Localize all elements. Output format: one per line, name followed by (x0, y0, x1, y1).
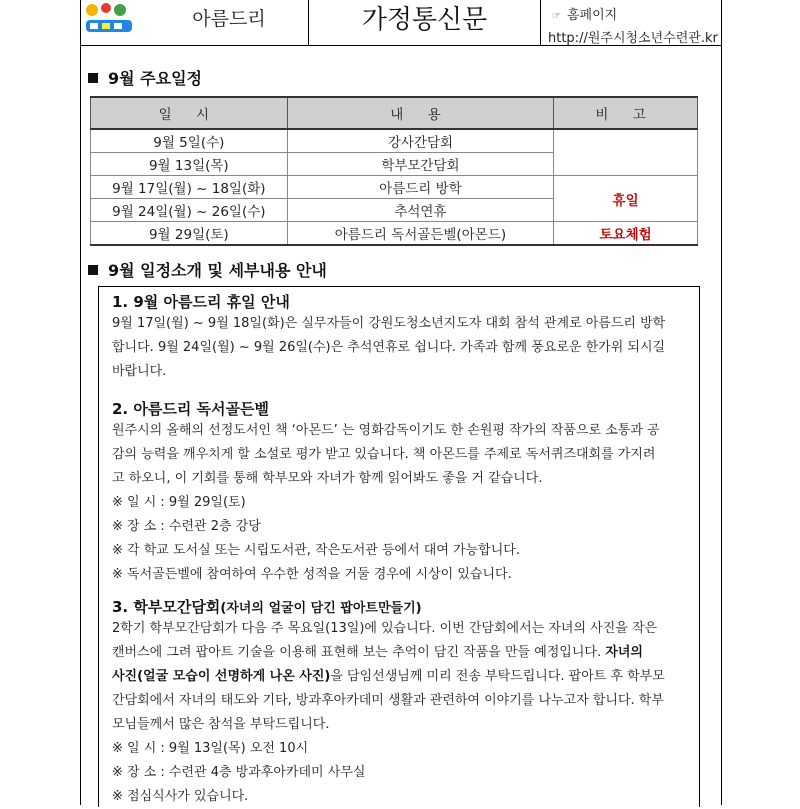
body-line: 캔버스에 그려 팝아트 기술을 이용해 표현해 보는 추억이 담긴 작품을 만들 예정입니다. 자녀의 (112, 645, 643, 660)
body-line: 모님들께서 많은 참석을 부탁드립니다. (112, 717, 330, 732)
column-header-content: 내 용 (287, 97, 554, 129)
homepage-label-row (552, 4, 617, 23)
column-header-datetime: 일 시 (91, 97, 288, 129)
cell-content: 학부모간담회 (287, 153, 554, 176)
body-line: 원주시의 올해의 선정도서인 책 ‘아몬드’ 는 영화감독이기도 한 손원평 작가의 작품으로 소통과 공 (112, 423, 660, 438)
cell-date: 9월 29일(토) (91, 222, 288, 246)
schedule-table (90, 96, 698, 246)
body-line: 합니다. 9월 24일(월) ~ 9월 26일(수)은 추석연휴로 쉽니다. 가족과 함께 풍요로운 한가위 되시길 (112, 340, 666, 355)
bullet-note: ※ 각 학교 도서실 또는 시립도서관, 작은도서관 등에서 대여 가능합니다. (112, 543, 520, 558)
page-title: 가정통신문 (361, 5, 488, 35)
section-heading-details (88, 258, 327, 281)
logo-icon (80, 0, 140, 38)
column-header-note: 비 고 (554, 97, 698, 129)
header (0, 0, 800, 50)
body-line: 고 하오니, 이 기회를 통해 학부모와 자녀가 함께 읽어봐도 좋을 거 같습니다. (112, 471, 543, 486)
cell-date: 9월 17일(월) ~ 18일(화) (91, 176, 288, 199)
bullet-date: ※ 일 시 : 9월 13일(목) 오전 10시 (112, 741, 309, 756)
table-header-row (91, 97, 698, 129)
cell-date: 9월 13일(목) (91, 153, 288, 176)
cell-note-saturday: 토요체험 (554, 222, 698, 246)
header-divider (540, 0, 541, 45)
body-line: 사진(얼굴 모습이 선명하게 나온 사진)을 담임선생님께 미리 전송 부탁드립니다. 팝아트 후 학부모 (112, 669, 665, 684)
homepage-url[interactable]: http://원주시청소년수련관.kr (548, 31, 718, 46)
cell-content: 추석연휴 (287, 199, 554, 222)
cell-date: 9월 24일(월) ~ 26일(수) (91, 199, 288, 222)
cell-note-empty (554, 129, 698, 176)
bullet-note: ※ 독서골든벨에 참여하여 우수한 성적을 거둘 경우에 시상이 있습니다. (112, 567, 512, 582)
body-line: 2학기 학부모간담회가 다음 주 목요일(13일)에 있습니다. 이번 간담회에서는 자녀의 사진을 작은 (112, 621, 658, 636)
table-row (91, 176, 698, 199)
cell-content: 아름드리 독서골든벨(아몬드) (287, 222, 554, 246)
item-title-main: 3. 학부모간담회 (112, 598, 221, 616)
section-title: 9월 주요일정 (108, 69, 202, 88)
item-title-holiday: 1. 9월 아름드리 휴일 안내 (112, 293, 290, 311)
body-line: 바랍니다. (112, 364, 167, 379)
pointing-hand-icon: ☞ (552, 11, 561, 22)
cell-content: 강사간담회 (287, 129, 554, 153)
homepage-label: 홈페이지 (566, 8, 618, 23)
section-heading-schedule (88, 66, 202, 89)
table-row (91, 129, 698, 153)
cell-date: 9월 5일(수) (91, 129, 288, 153)
item-body-parent-meeting (112, 617, 692, 809)
item-title-golden-bell: 2. 아름드리 독서골든벨 (112, 400, 269, 418)
item-body-golden-bell (112, 419, 692, 587)
item-body-holiday (112, 312, 692, 384)
section-title: 9월 일정소개 및 세부내용 안내 (108, 261, 327, 280)
org-name: 아름드리 (192, 8, 266, 30)
body-line: 9월 17일(월) ~ 9월 18일(화)은 실무자들이 강원도청소년지도자 대회 참석 관계로 아름드리 방학 (112, 316, 666, 331)
bullet-place: ※ 장 소 : 수련관 2층 강당 (112, 519, 261, 534)
bullet-date: ※ 일 시 : 9월 29일(토) (112, 495, 246, 510)
square-bullet-icon (88, 265, 98, 275)
body-line: 감의 능력을 깨우치게 할 소설로 평가 받고 있습니다. 책 아몬드를 주제로 독서퀴즈대회를 가지려 (112, 447, 656, 462)
item-title-sub: (자녀의 얼굴이 담긴 팝아트만들기) (220, 601, 422, 616)
bullet-place: ※ 장 소 : 수련관 4층 방과후아카데미 사무실 (112, 765, 366, 780)
bullet-note: ※ 점심식사가 있습니다. (112, 789, 249, 804)
table-row (91, 222, 698, 246)
cell-note-holiday: 휴일 (554, 176, 698, 222)
square-bullet-icon (88, 73, 98, 83)
cell-content: 아름드리 방학 (287, 176, 554, 199)
item-title-parent-meeting (112, 596, 422, 617)
body-line: 간담회에서 자녀의 태도와 기타, 방과후아카데미 생활과 관련하여 이야기를 나누고자 합니다. 학부 (112, 693, 664, 708)
